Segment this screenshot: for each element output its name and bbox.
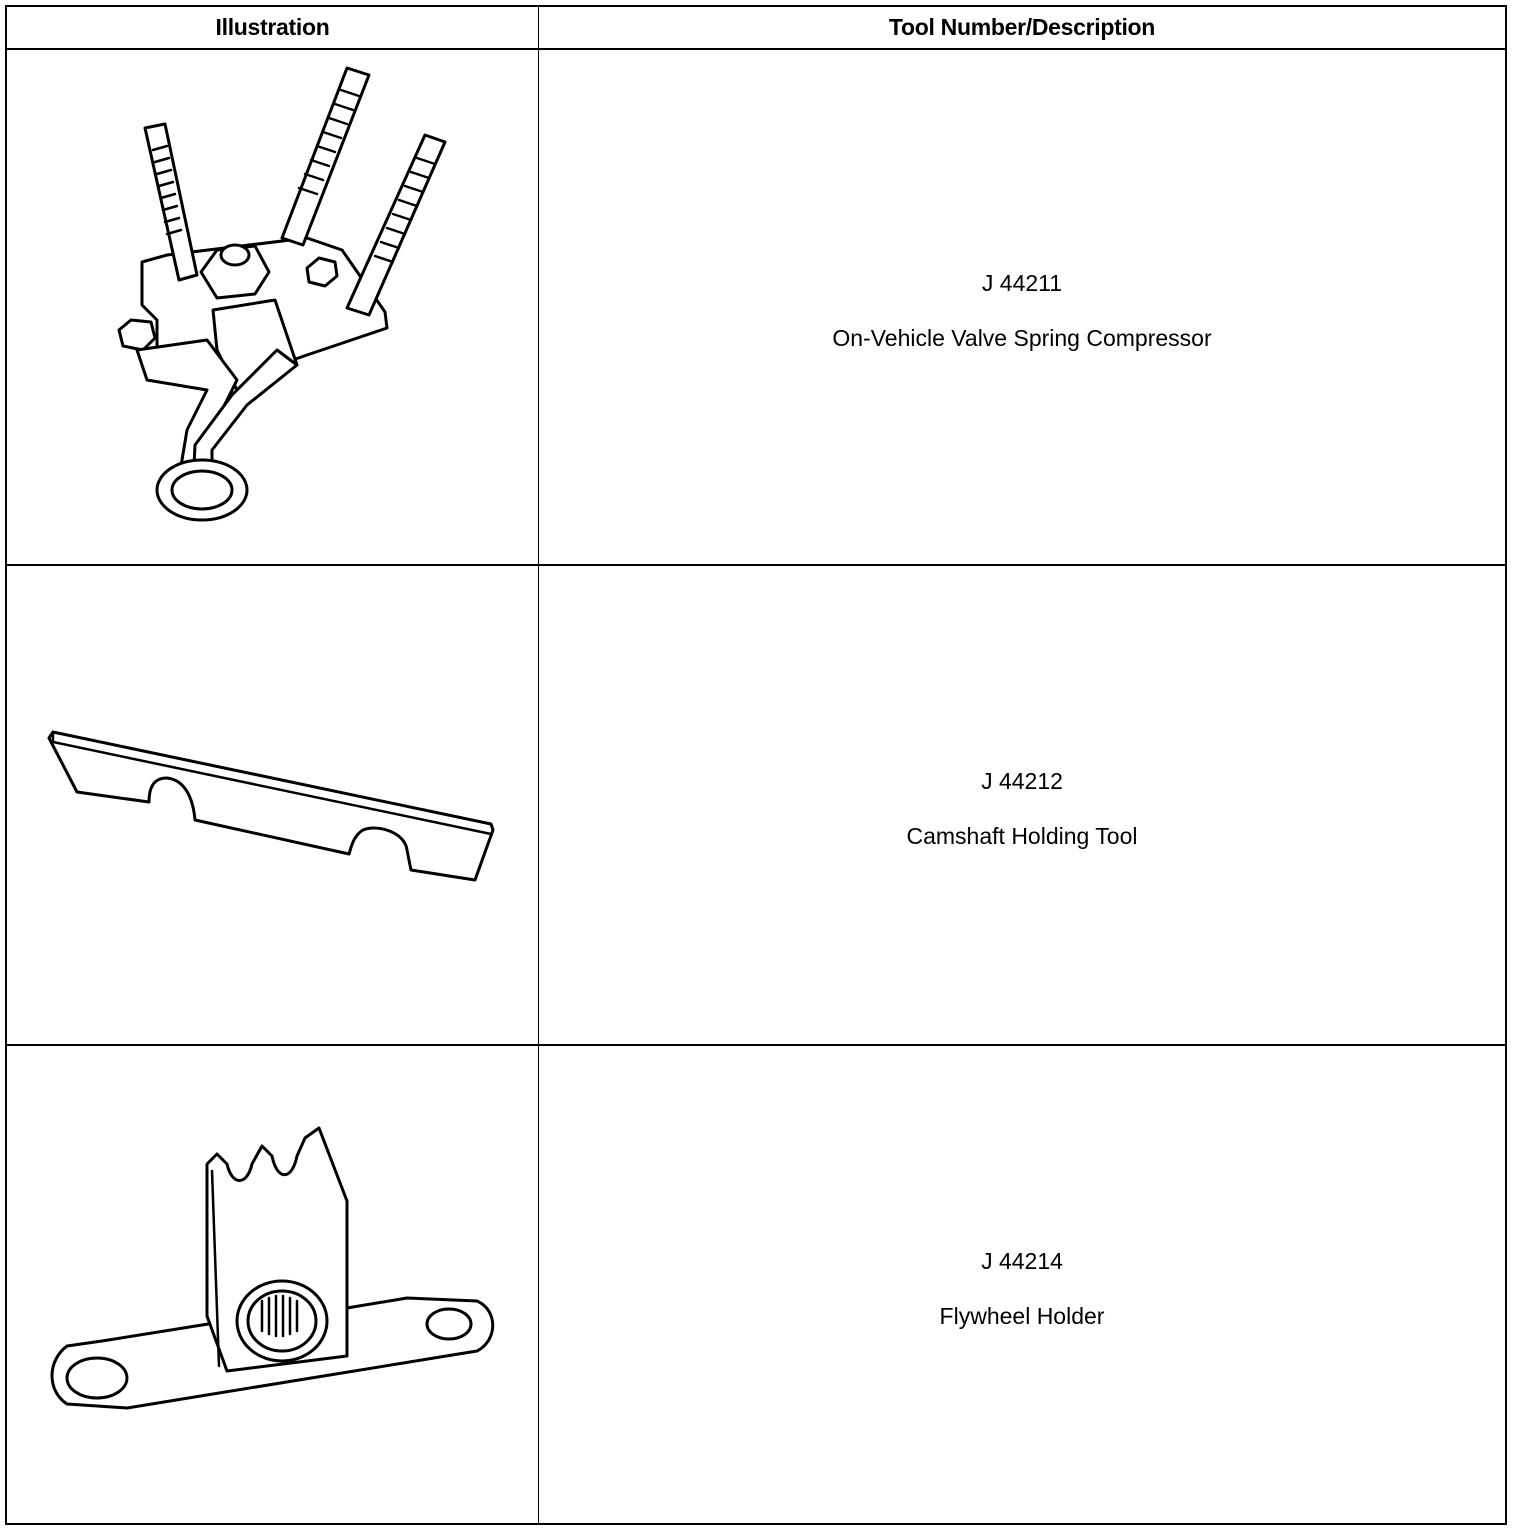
tool-name: Camshaft Holding Tool	[906, 823, 1138, 849]
flywheel-holder-drawing	[7, 1046, 538, 1525]
tool-number: J 44212	[981, 768, 1063, 794]
table-row	[7, 566, 1505, 1044]
header-tool-description: Tool Number/Description	[888, 14, 1156, 40]
tool-name: Flywheel Holder	[939, 1303, 1105, 1329]
camshaft-holding-tool-illustration	[7, 566, 538, 1044]
valve-spring-compressor-drawing	[7, 50, 538, 564]
valve-spring-compressor-illustration	[7, 50, 538, 564]
tool-number: J 44211	[981, 270, 1063, 296]
tool-number: J 44214	[981, 1248, 1063, 1274]
table-row	[7, 50, 1505, 564]
header-illustration: Illustration	[215, 14, 330, 40]
camshaft-holding-tool-drawing	[7, 566, 538, 1044]
row-description	[539, 566, 1505, 1044]
tool-table	[5, 5, 1507, 1525]
row-description	[539, 50, 1505, 564]
tool-name: On-Vehicle Valve Spring Compressor	[832, 325, 1212, 351]
table-row	[7, 1046, 1505, 1525]
row-description	[539, 1046, 1505, 1525]
flywheel-holder-illustration	[7, 1046, 538, 1525]
